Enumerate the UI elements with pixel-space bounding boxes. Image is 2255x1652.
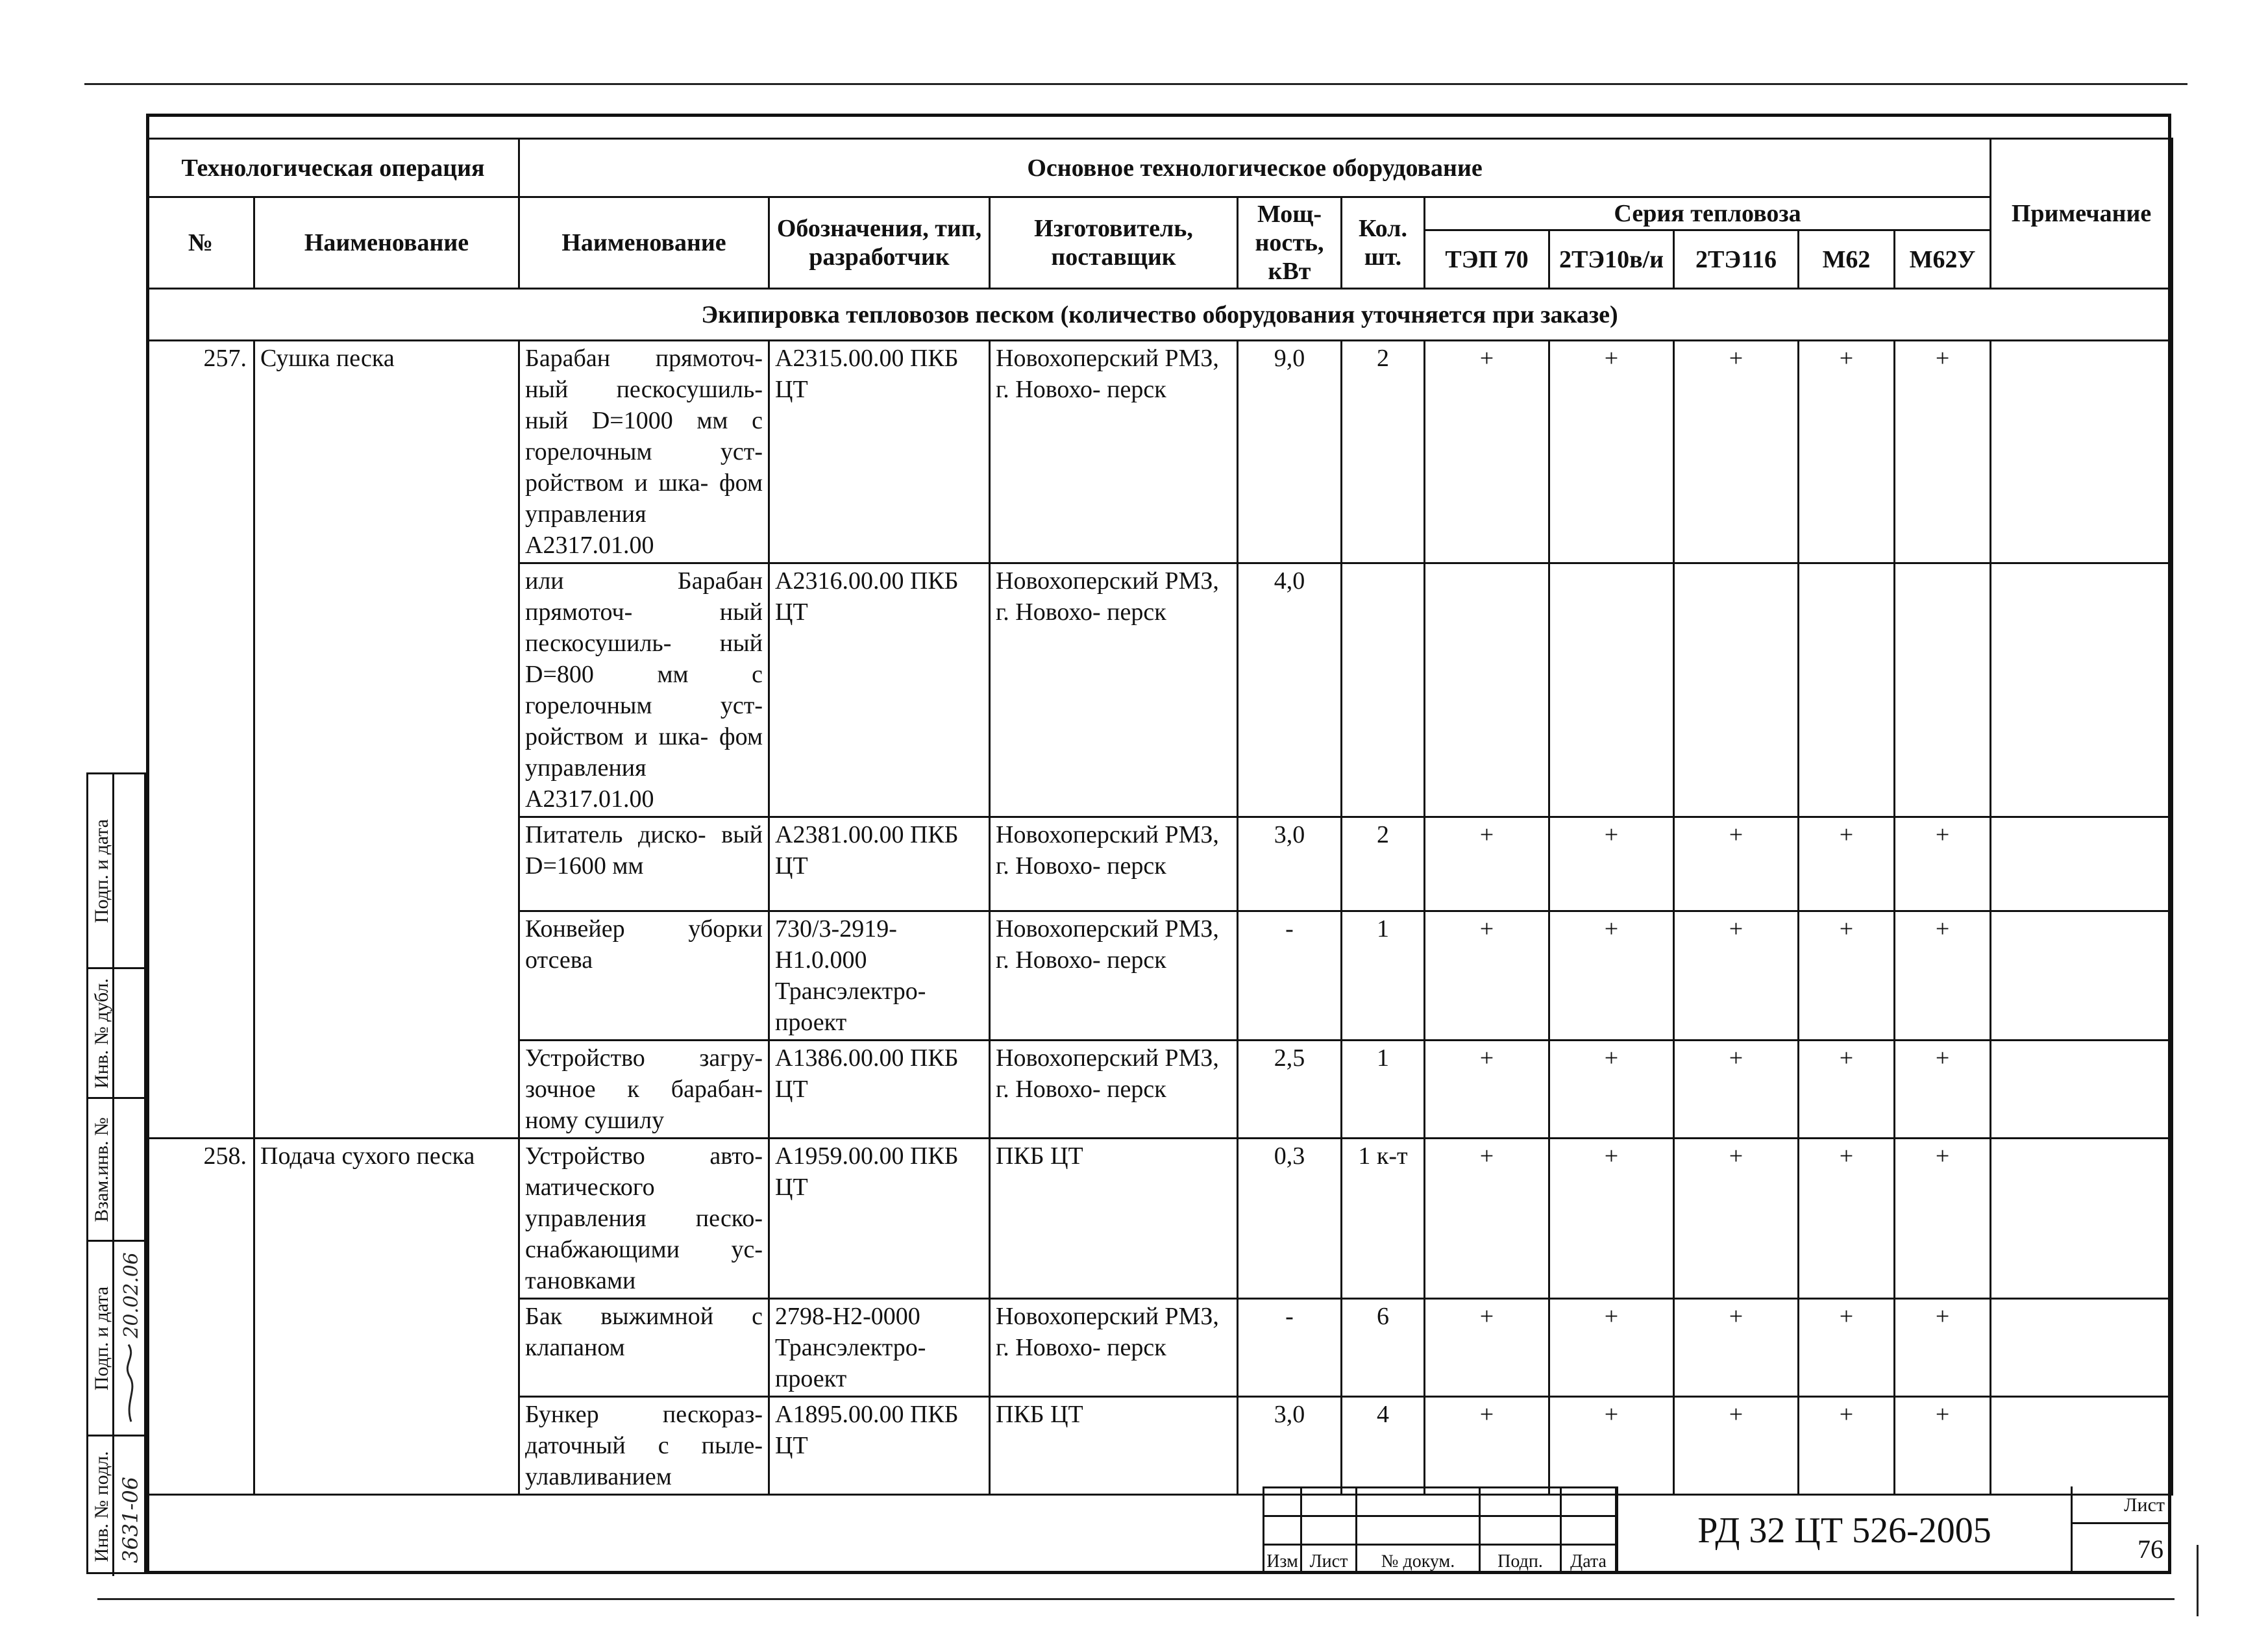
series-mark: + <box>1425 817 1549 911</box>
series-mark <box>1425 563 1549 817</box>
inv-number-handwritten <box>118 1443 143 1570</box>
series-col-1: ТЭП 70 <box>1425 230 1549 289</box>
series-mark: + <box>1549 1397 1674 1495</box>
maker: Новохоперский РМЗ, г. Новохо- перск <box>990 1299 1238 1397</box>
sheet-box <box>2071 1486 2171 1574</box>
binding-cell-original-inv <box>88 1436 144 1576</box>
series-mark: + <box>1674 911 1799 1041</box>
inv-number: 3631-06 <box>118 1477 143 1563</box>
maker: ПКБ ЦТ <box>990 1139 1238 1299</box>
series-mark: + <box>1549 1139 1674 1299</box>
stamp-label-date: Дата <box>1561 1545 1616 1573</box>
quantity: 2 <box>1342 817 1425 911</box>
series-mark: + <box>1549 1041 1674 1139</box>
note-header: Примечание <box>1991 139 2173 289</box>
series-mark: + <box>1895 341 1991 563</box>
series-mark: + <box>1895 1041 1991 1139</box>
operation-number: 258. <box>147 1139 254 1495</box>
title-block <box>1263 1486 2171 1574</box>
series-mark: + <box>1674 817 1799 911</box>
bottom-rule <box>97 1598 2175 1600</box>
stamp-label-doc: № докум. <box>1357 1545 1480 1573</box>
note-cell <box>1991 341 2173 563</box>
series-mark: + <box>1799 1139 1895 1299</box>
series-mark: + <box>1549 341 1674 563</box>
series-mark: + <box>1425 1041 1549 1139</box>
maker: Новохоперский РМЗ, г. Новохо- перск <box>990 1041 1238 1139</box>
operation-number: 257. <box>147 341 254 1139</box>
operation-name: Подача сухого песка <box>254 1139 519 1495</box>
series-col-5: М62У <box>1895 230 1991 289</box>
tech-operation-header: Технологическая операция <box>147 139 519 197</box>
series-mark: + <box>1674 1139 1799 1299</box>
series-mark: + <box>1549 1299 1674 1397</box>
series-mark: + <box>1425 911 1549 1041</box>
note-cell <box>1991 1139 2173 1299</box>
power: - <box>1238 1299 1342 1397</box>
series-mark: + <box>1425 1139 1549 1299</box>
series-mark <box>1895 563 1991 817</box>
series-mark: + <box>1799 1041 1895 1139</box>
section-title: Экипировка тепловозов песком (количество оборудования уточняется при заказе) <box>147 289 2173 341</box>
signature-graphic <box>118 1248 143 1428</box>
series-mark <box>1674 563 1799 817</box>
note-cell <box>1991 1299 2173 1397</box>
binding-label: Подп. и дата <box>90 819 112 923</box>
top-rule <box>84 83 2187 85</box>
note-cell <box>1991 563 2173 817</box>
equipment-name: Бункер пескораз- даточный с пыле- улавливанием <box>519 1397 769 1495</box>
power: 4,0 <box>1238 563 1342 817</box>
signature-date: 20.02.06 <box>119 1252 142 1338</box>
designation: А1386.00.00 ПКБ ЦТ <box>769 1041 990 1139</box>
binding-cell-replace-inv <box>88 1099 144 1242</box>
binding-label: Инв. № дубл. <box>90 978 112 1089</box>
binding-label: Взам.инв. № <box>90 1116 112 1222</box>
binding-label: Подп. и дата <box>90 1286 112 1390</box>
quantity <box>1342 563 1425 817</box>
stamp-label-change: Изм <box>1264 1545 1301 1573</box>
binding-label: Инв. № подл. <box>90 1451 112 1562</box>
maker: Новохоперский РМЗ, г. Новохо- перск <box>990 341 1238 563</box>
table-row <box>147 341 2173 563</box>
sheet-number: 76 <box>2138 1535 2163 1564</box>
series-mark: + <box>1425 1299 1549 1397</box>
note-cell <box>1991 911 2173 1041</box>
series-mark: + <box>1549 817 1674 911</box>
series-mark: + <box>1549 911 1674 1041</box>
note-cell <box>1991 817 2173 911</box>
series-header: Серия тепловоза <box>1425 197 1991 230</box>
binding-cell-dup-inv <box>88 969 144 1099</box>
series-mark: + <box>1674 341 1799 563</box>
main-equipment-header: Основное технологическое оборудование <box>519 139 1991 197</box>
maker: Новохоперский РМЗ, г. Новохо- перск <box>990 563 1238 817</box>
power: 2,5 <box>1238 1041 1342 1139</box>
equipment-name: Барабан прямоточ- ный пескосушиль- ный D=1000 мм с горелочным уст- ройством и шка- фом управления А2317.01.00 <box>519 341 769 563</box>
quantity: 1 <box>1342 1041 1425 1139</box>
series-mark: + <box>1799 911 1895 1041</box>
operation-name-header: Наименование <box>254 197 519 289</box>
binding-strip <box>86 772 146 1574</box>
series-mark: + <box>1895 911 1991 1041</box>
maker-header: Изготовитель, поставщик <box>990 197 1238 289</box>
series-mark: + <box>1425 1397 1549 1495</box>
power: 9,0 <box>1238 341 1342 563</box>
power-header: Мощ- ность, кВт <box>1238 197 1342 289</box>
equipment-name: или Барабан прямоточ- ный пескосушиль- ный D=800 мм с горелочным уст- ройством и шка- фом управления А2317.01.00 <box>519 563 769 817</box>
series-col-2: 2ТЭ10в/и <box>1549 230 1674 289</box>
designation: А1959.00.00 ПКБ ЦТ <box>769 1139 990 1299</box>
maker: ПКБ ЦТ <box>990 1397 1238 1495</box>
operation-name: Сушка песка <box>254 341 519 1139</box>
series-mark: + <box>1425 341 1549 563</box>
series-mark: + <box>1799 1397 1895 1495</box>
table-row <box>147 1139 2173 1299</box>
binding-cell-sign-date-2 <box>88 1242 144 1436</box>
designation: А1895.00.00 ПКБ ЦТ <box>769 1397 990 1495</box>
series-mark: + <box>1799 817 1895 911</box>
note-cell <box>1991 1397 2173 1495</box>
equipment-name: Устройство загру- зочное к барабан- ному сушилу <box>519 1041 769 1139</box>
series-mark: + <box>1799 1299 1895 1397</box>
series-mark: + <box>1895 1139 1991 1299</box>
series-mark: + <box>1895 1397 1991 1495</box>
series-mark <box>1549 563 1674 817</box>
stamp-label-sheet: Лист <box>1301 1545 1357 1573</box>
series-mark: + <box>1895 817 1991 911</box>
revision-grid <box>1263 1486 1617 1574</box>
series-mark: + <box>1674 1397 1799 1495</box>
document-code: РД 32 ЦТ 526-2005 <box>1616 1486 2071 1574</box>
power: 3,0 <box>1238 817 1342 911</box>
series-col-3: 2ТЭ116 <box>1674 230 1799 289</box>
stamp-label-sign: Подп. <box>1480 1545 1561 1573</box>
series-mark: + <box>1799 341 1895 563</box>
series-mark: + <box>1674 1299 1799 1397</box>
binding-cell-sign-date-1 <box>88 774 144 969</box>
equipment-table <box>146 138 2173 1496</box>
sheet-label: Лист <box>2073 1486 2171 1524</box>
power: 0,3 <box>1238 1139 1342 1299</box>
equipment-name: Конвейер уборки отсева <box>519 911 769 1041</box>
series-mark: + <box>1895 1299 1991 1397</box>
qty-header: Кол. шт. <box>1342 197 1425 289</box>
quantity: 4 <box>1342 1397 1425 1495</box>
quantity: 1 к-т <box>1342 1139 1425 1299</box>
series-col-4: М62 <box>1799 230 1895 289</box>
num-header: № <box>147 197 254 289</box>
maker: Новохоперский РМЗ, г. Новохо- перск <box>990 911 1238 1041</box>
designation: А2316.00.00 ПКБ ЦТ <box>769 563 990 817</box>
power: - <box>1238 911 1342 1041</box>
designation: 730/3-2919- Н1.0.000 Трансэлектро- проект <box>769 911 990 1041</box>
designation: А2315.00.00 ПКБ ЦТ <box>769 341 990 563</box>
quantity: 6 <box>1342 1299 1425 1397</box>
equipment-name: Бак выжимной с клапаном <box>519 1299 769 1397</box>
power: 3,0 <box>1238 1397 1342 1495</box>
equipment-name-header: Наименование <box>519 197 769 289</box>
designation: 2798-Н2-0000 Трансэлектро- проект <box>769 1299 990 1397</box>
equipment-name: Питатель диско- вый D=1600 мм <box>519 817 769 911</box>
designation: А2381.00.00 ПКБ ЦТ <box>769 817 990 911</box>
series-mark: + <box>1674 1041 1799 1139</box>
designation-header: Обозначения, тип, разработчик <box>769 197 990 289</box>
maker: Новохоперский РМЗ, г. Новохо- перск <box>990 817 1238 911</box>
right-edge-mark <box>2197 1545 2199 1616</box>
equipment-name: Устройство авто- матического управления песко- снабжающими ус- тановками <box>519 1139 769 1299</box>
quantity: 1 <box>1342 911 1425 1041</box>
note-cell <box>1991 1041 2173 1139</box>
series-mark <box>1799 563 1895 817</box>
quantity: 2 <box>1342 341 1425 563</box>
